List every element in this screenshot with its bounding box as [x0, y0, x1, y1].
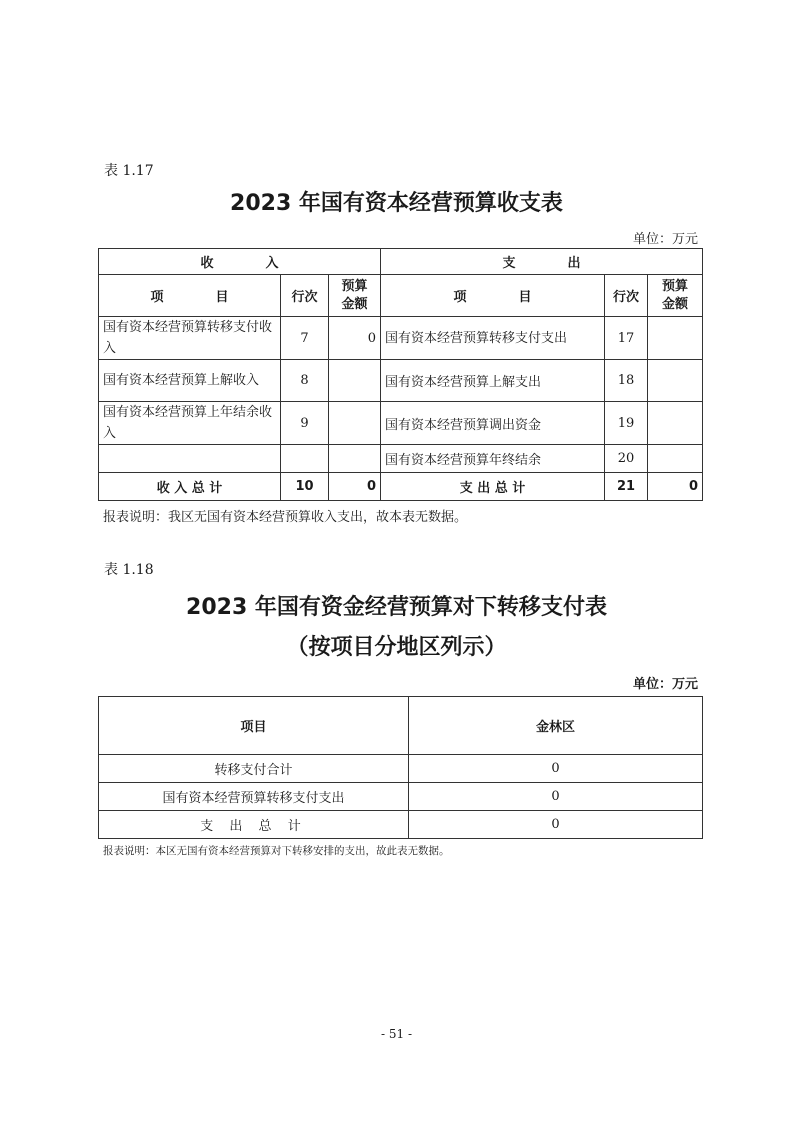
table1-label: 表 1.17 — [104, 163, 154, 179]
col-income-item: 项 目 — [99, 275, 281, 317]
table-row — [99, 402, 703, 445]
table-row — [99, 811, 703, 839]
expense-item: 国有资本经营预算上解支出 — [381, 360, 605, 402]
income-total-label: 收 入 总 计 — [99, 473, 281, 501]
table2-title-line1: 2023 年国有资金经营预算对下转移支付表 — [186, 595, 607, 620]
income-total-amount: 0 — [329, 473, 381, 501]
income-item: 国有资本经营预算上解收入 — [99, 360, 281, 402]
expense-row: 20 — [605, 445, 648, 473]
expense-item: 国有资本经营预算调出资金 — [381, 402, 605, 445]
expense-row: 19 — [605, 402, 648, 445]
expense-total-row: 21 — [605, 473, 648, 501]
income-row — [281, 445, 329, 473]
income-row: 9 — [281, 402, 329, 445]
col-amount-line1: 预算 — [662, 278, 689, 294]
table2-unit: 单位：万元 — [632, 677, 698, 692]
col-amount-line2: 金额 — [662, 296, 689, 312]
col-amount-line1: 预算 — [341, 278, 368, 294]
expense-row: 17 — [605, 317, 648, 360]
table2-header-row — [99, 697, 703, 755]
row-value: 0 — [409, 755, 703, 783]
expense-total-amount: 0 — [648, 473, 703, 501]
row-item: 支 出 总 计 — [99, 811, 409, 839]
income-amount — [329, 445, 381, 473]
header-expense: 支 出 — [381, 249, 703, 275]
table1 — [98, 248, 703, 501]
expense-item: 国有资本经营预算转移支付支出 — [381, 317, 605, 360]
table1-note: 报表说明：我区无国有资本经营预算收入支出，故本表无数据。 — [103, 510, 468, 525]
expense-amount — [648, 445, 703, 473]
table2-title-line2: （按项目分地区列示） — [286, 635, 507, 660]
col-income-row: 行次 — [281, 275, 329, 317]
header-income: 收 入 — [99, 249, 381, 275]
table2 — [98, 696, 703, 839]
income-row: 8 — [281, 360, 329, 402]
table-row — [99, 783, 703, 811]
col-expense-amount — [648, 275, 703, 317]
income-row: 7 — [281, 317, 329, 360]
expense-item: 国有资本经营预算年终结余 — [381, 445, 605, 473]
table2-label: 表 1.18 — [104, 562, 154, 578]
table1-title: 2023 年国有资本经营预算收支表 — [230, 191, 563, 216]
col-item: 项目 — [99, 697, 409, 755]
row-item: 国有资本经营预算转移支付支出 — [99, 783, 409, 811]
table-row — [99, 755, 703, 783]
table1-total-row — [99, 473, 703, 501]
income-item: 国有资本经营预算上年结余收入 — [99, 402, 281, 445]
table-row — [99, 445, 703, 473]
col-amount-line2: 金额 — [341, 296, 368, 312]
expense-row: 18 — [605, 360, 648, 402]
row-value: 0 — [409, 811, 703, 839]
income-amount — [329, 402, 381, 445]
table2-note: 报表说明：本区无国有资本经营预算对下转移安排的支出，故此表无数据。 — [103, 845, 450, 857]
income-amount: 0 — [329, 317, 381, 360]
expense-amount — [648, 402, 703, 445]
expense-amount — [648, 360, 703, 402]
row-value: 0 — [409, 783, 703, 811]
col-expense-item: 项 目 — [381, 275, 605, 317]
income-total-row: 10 — [281, 473, 329, 501]
table1-group-header-row — [99, 249, 703, 275]
expense-total-label: 支 出 总 计 — [381, 473, 605, 501]
col-region: 金林区 — [409, 697, 703, 755]
income-amount — [329, 360, 381, 402]
page-number: - 51 - — [380, 1027, 412, 1041]
expense-amount — [648, 317, 703, 360]
table-row — [99, 317, 703, 360]
table-row — [99, 360, 703, 402]
col-income-amount — [329, 275, 381, 317]
col-expense-row: 行次 — [605, 275, 648, 317]
income-item: 国有资本经营预算转移支付收入 — [99, 317, 281, 360]
row-item: 转移支付合计 — [99, 755, 409, 783]
income-item — [99, 445, 281, 473]
table1-column-header-row — [99, 275, 703, 317]
table1-unit: 单位：万元 — [632, 232, 698, 247]
